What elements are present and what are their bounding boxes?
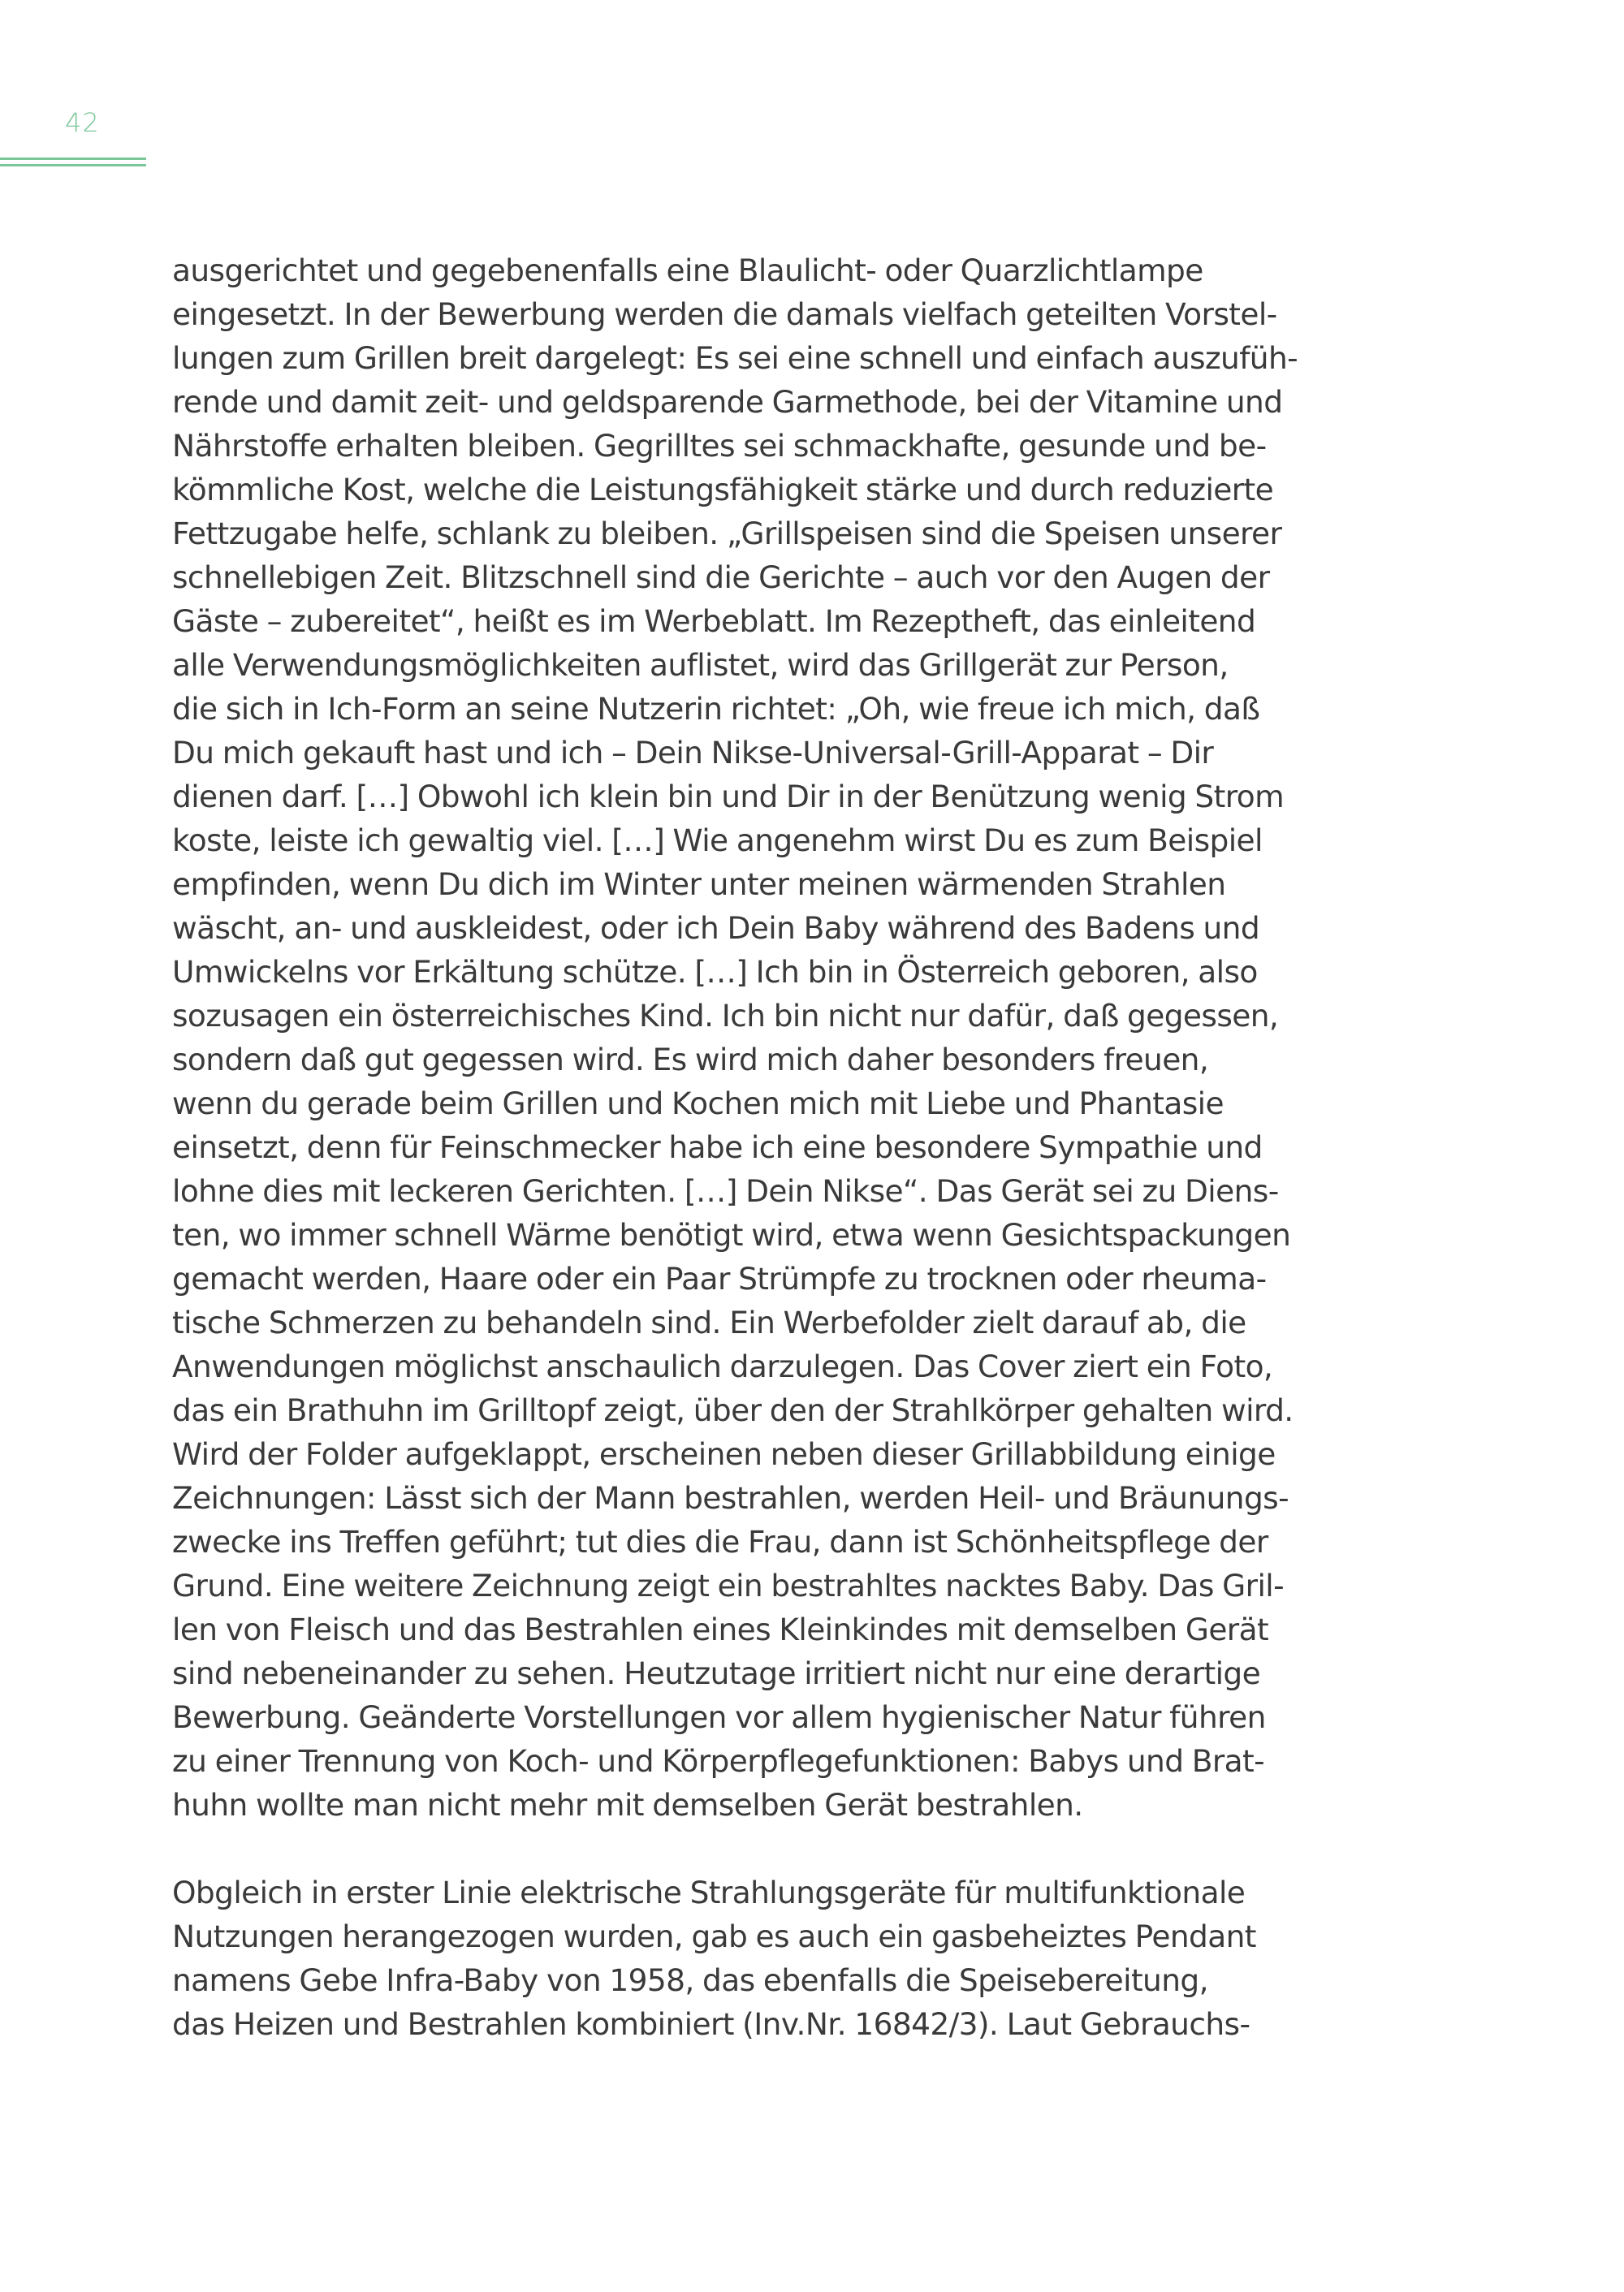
text-line: Umwickelns vor Erkältung schütze. […] Ich bin in Österreich geboren, also [172,954,1258,990]
text-line: Nutzungen herangezogen wurden, gab es auch ein gasbeheiztes Pendant [172,1919,1256,1954]
paragraph-spacer [172,1827,1309,1871]
text-line: zwecke ins Treffen geführt; tut dies die Frau, dann ist Schönheitspflege der [172,1524,1268,1560]
text-line: namens Gebe Infra-Baby von 1958, das ebenfalls die Speisebereitung, [172,1962,1208,1998]
text-line: Gäste – zubereitet“, heißt es im Werbeblatt. Im Rezeptheft, das einleitend [172,603,1256,639]
text-line: Grund. Eine weitere Zeichnung zeigt ein bestrahltes nacktes Baby. Das Gril- [172,1568,1285,1604]
text-line: einsetzt, denn für Feinschmecker habe ich eine besondere Sympathie und [172,1129,1263,1165]
text-line: wenn du gerade beim Grillen und Kochen mich mit Liebe und Phantasie [172,1086,1224,1121]
text-line: alle Verwendungsmöglichkeiten auflistet, wird das Grillgerät zur Person, [172,647,1229,683]
text-line: empfinden, wenn Du dich im Winter unter meinen wärmenden Strahlen [172,866,1226,902]
text-line: ausgerichtet und gegebenenfalls eine Blaulicht- oder Quarzlichtlampe [172,253,1203,288]
page-number: 42 [65,107,100,138]
paragraph-2 [172,1871,1309,2046]
text-line: sind nebeneinander zu sehen. Heutzutage irritiert nicht nur eine derartige [172,1655,1261,1691]
body-text [172,248,1309,2046]
text-line: das Heizen und Bestrahlen kombiniert (Inv.Nr. 16842/3). Laut Gebrauchs- [172,2006,1250,2042]
text-line: Zeichnungen: Lässt sich der Mann bestrahlen, werden Heil- und Bräunungs- [172,1480,1289,1516]
text-line: dienen darf. […] Obwohl ich klein bin und Dir in der Benützung wenig Strom [172,779,1285,814]
text-line: das ein Brathuhn im Grilltopf zeigt, über den der Strahlkörper gehalten wird. [172,1392,1294,1428]
text-line: eingesetzt. In der Bewerbung werden die damals vielfach geteilten Vorstel- [172,296,1277,332]
text-line: sondern daß gut gegessen wird. Es wird mich daher besonders freuen, [172,1042,1209,1077]
text-line: huhn wollte man nicht mehr mit demselben Gerät bestrahlen. [172,1787,1083,1823]
text-line: zu einer Trennung von Koch- und Körperpflegefunktionen: Babys und Brat- [172,1743,1265,1779]
text-line: die sich in Ich-Form an seine Nutzerin richtet: „Oh, wie freue ich mich, daß [172,691,1260,727]
text-line: ten, wo immer schnell Wärme benötigt wird, etwa wenn Gesichtspackungen [172,1217,1291,1253]
text-line: kömmliche Kost, welche die Leistungsfähigkeit stärke und durch reduzierte [172,472,1274,507]
header-rule-bottom [0,164,146,166]
text-line: sozusagen ein österreichisches Kind. Ich bin nicht nur dafür, daß gegessen, [172,998,1279,1034]
text-line: lungen zum Grillen breit dargelegt: Es sei eine schnell und einfach auszufüh- [172,340,1298,376]
text-line: Nährstoffe erhalten bleiben. Gegrilltes sei schmackhafte, gesunde und be- [172,428,1267,464]
text-line: Obgleich in erster Linie elektrische Strahlungsgeräte für multifunktionale [172,1875,1246,1910]
text-line: koste, leiste ich gewaltig viel. […] Wie angenehm wirst Du es zum Beispiel [172,822,1263,858]
text-line: Wird der Folder aufgeklappt, erscheinen neben dieser Grillabbildung einige [172,1436,1276,1472]
text-line: len von Fleisch und das Bestrahlen eines Kleinkindes mit demselben Gerät [172,1612,1269,1647]
text-line: tische Schmerzen zu behandeln sind. Ein Werbefolder zielt darauf ab, die [172,1305,1246,1340]
text-line: gemacht werden, Haare oder ein Paar Strümpfe zu trocknen oder rheuma- [172,1261,1267,1297]
text-line: lohne dies mit leckeren Gerichten. […] Dein Nikse“. Das Gerät sei zu Diens- [172,1173,1279,1209]
text-line: wäscht, an- und auskleidest, oder ich Dein Baby während des Badens und [172,910,1260,946]
text-line: schnellebigen Zeit. Blitzschnell sind die Gerichte – auch vor den Augen der [172,559,1270,595]
paragraph-1 [172,248,1309,1827]
text-line: Bewerbung. Geänderte Vorstellungen vor allem hygienischer Natur führen [172,1699,1266,1735]
header-rule-top [0,158,146,160]
text-line: Anwendungen möglichst anschaulich darzulegen. Das Cover ziert ein Foto, [172,1349,1273,1384]
text-line: Fettzugabe helfe, schlank zu bleiben. „Grillspeisen sind die Speisen unserer [172,516,1282,551]
text-line: Du mich gekauft hast und ich – Dein Nikse-Universal-Grill-Apparat – Dir [172,735,1214,770]
text-line: rende und damit zeit- und geldsparende Garmethode, bei der Vitamine und [172,384,1283,420]
